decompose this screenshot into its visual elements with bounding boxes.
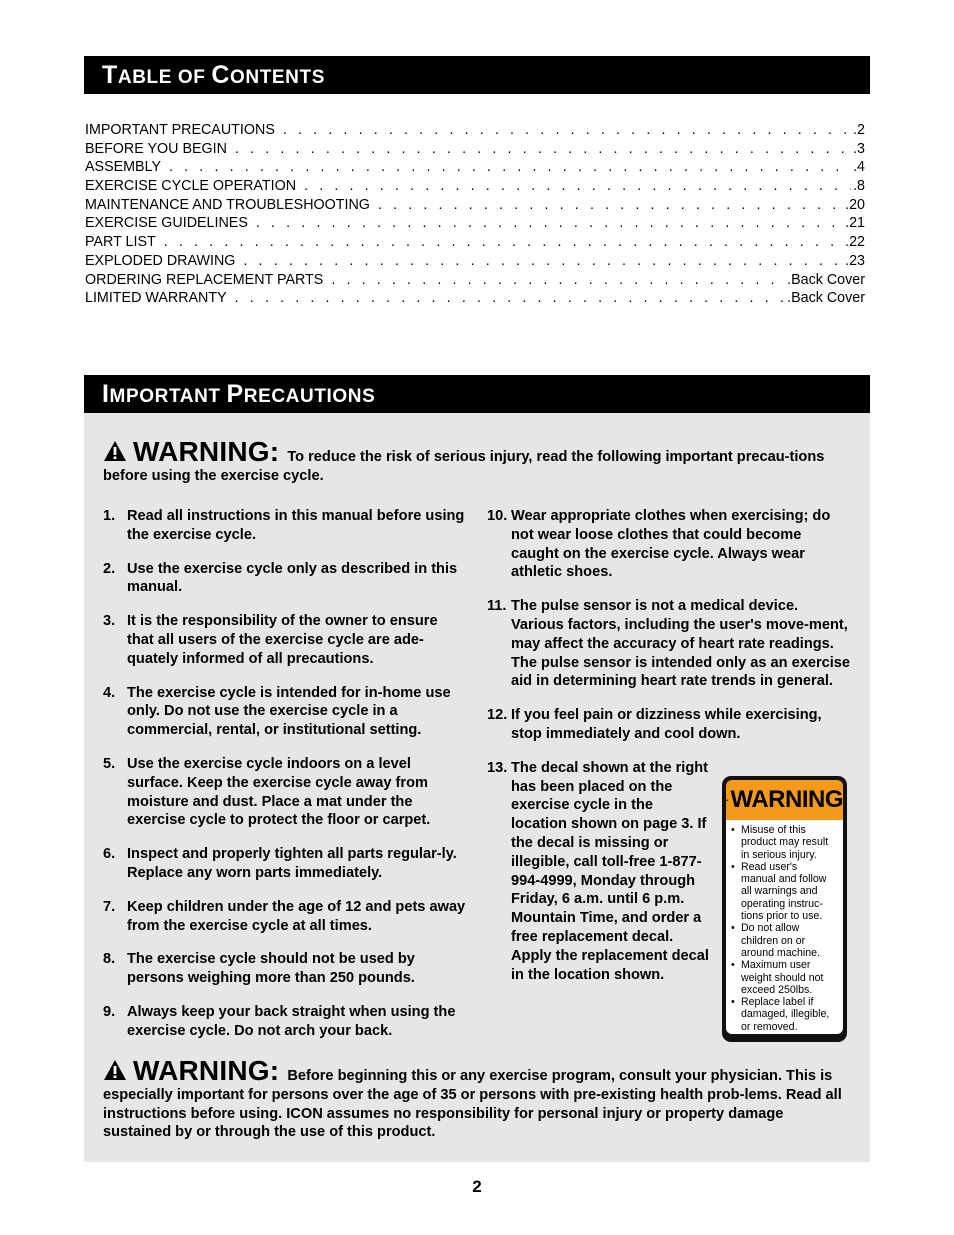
- toc-leader-dots: [331, 272, 785, 288]
- decal-bullet: [731, 885, 741, 897]
- toc-leader-dots: [243, 253, 843, 269]
- decal-line: [731, 1008, 839, 1020]
- decal-line-text: damaged, illegible,: [741, 1008, 830, 1021]
- decal-bullet: •: [731, 959, 735, 972]
- decal-line-text: exceed 250lbs.: [741, 983, 813, 996]
- precaution-item: [103, 560, 468, 598]
- precaution-text: Use the exercise cycle indoors on a level surface. Keep the exercise cycle away from moisture and dust. Place a mat under the exercise cycle to protect the floor or carpet.: [127, 755, 431, 829]
- precaution-text: Always keep your back straight when using the exercise cycle. Do not arch your back.: [127, 1003, 456, 1039]
- page-number: 2: [472, 1177, 482, 1196]
- precaution-item: [103, 755, 468, 830]
- toc-entry-page: .22: [845, 234, 865, 251]
- toc-entry: [85, 272, 865, 291]
- precautions-heading: [84, 375, 870, 413]
- warning-label: WARNING:: [133, 1055, 280, 1086]
- precaution-text: Use the exercise cycle only as described in this manual.: [127, 560, 458, 596]
- toc-leader-dots: [169, 159, 851, 175]
- precaution-item: [487, 706, 852, 744]
- decal-line: [731, 849, 839, 861]
- decal-line: [731, 959, 839, 971]
- decal-header: [726, 780, 843, 820]
- decal-bullet: •: [731, 824, 735, 836]
- precaution-text: It is the responsibility of the owner to ensure that all users of the exercise cycle are ade-quately informed of all precautions.: [127, 613, 438, 667]
- precautions-heading-initial: I: [102, 380, 110, 408]
- decal-line-text: or removed.: [741, 1020, 798, 1033]
- precaution-number: 9.: [103, 1003, 116, 1020]
- decal-line-text: operating instruc-: [741, 897, 823, 910]
- decal-bullet: •: [731, 996, 735, 1009]
- toc-entry-page: .21: [845, 215, 865, 232]
- decal-line-text: children on or: [741, 934, 806, 947]
- precaution-text: The decal shown at the right has been placed on the exercise cycle in the location shown on page 3. If the decal is missing or illegible, call toll-free 1-877-994-4999, Monday through Friday, 6 a.m. until 6 p.m. Mountain Time, and order a free replacement decal. Apply the replacement decal in the location shown.: [511, 759, 709, 983]
- precaution-text: The exercise cycle is intended for in-home use only. Do not use the exercise cycle in a commercial, rental, or institutional setting.: [127, 684, 451, 739]
- toc-entry: [85, 234, 865, 253]
- warning-label: WARNING:: [133, 436, 280, 467]
- toc-entry: [85, 159, 865, 178]
- warning-triangle-icon: [103, 1059, 127, 1081]
- decal-line: [731, 947, 839, 959]
- precaution-number: 11.: [487, 598, 507, 615]
- precaution-text: Inspect and properly tighten all parts regular-ly. Replace any worn parts immediately.: [127, 846, 457, 881]
- toc-leader-dots: [378, 197, 843, 213]
- toc-entry-title: ASSEMBLY: [85, 159, 162, 176]
- decal-bullet: [731, 910, 741, 922]
- toc-entry: [85, 290, 865, 309]
- decal-line-text: Maximum user: [741, 959, 811, 972]
- toc-heading-part2: ONTENTS: [230, 67, 325, 88]
- decal-bullet: [731, 1021, 741, 1033]
- precaution-text: Keep children under the age of 12 and pets away from the exercise cycle at all times.: [127, 898, 466, 934]
- warning-text: To reduce the risk of serious injury, read the following important precau-tions before using the exercise cycle.: [103, 449, 825, 484]
- decal-bullet: [731, 1008, 741, 1020]
- toc-heading-initial2: C: [211, 61, 230, 89]
- precaution-number: 12.: [487, 707, 508, 724]
- decal-bullet: [731, 836, 741, 848]
- toc-entry-page: .23: [845, 252, 865, 269]
- toc-entry-title: EXERCISE CYCLE OPERATION: [85, 178, 297, 195]
- decal-bullet: •: [731, 922, 735, 935]
- decal-line-text: Do not allow: [741, 922, 800, 935]
- decal-bullet: [731, 873, 741, 885]
- precautions-heading-part2: RECAUTIONS: [243, 386, 376, 407]
- precaution-number: 8.: [103, 951, 116, 968]
- toc-entry-title: PART LIST: [85, 234, 156, 251]
- precaution-text: The pulse sensor is not a medical device. Various factors, including the user's move-ment, may affect the accuracy of heart rate readings. The pulse sensor is intended only as an exercise aid in determining heart rate trends in general.: [511, 598, 851, 690]
- toc-entry-title: IMPORTANT PRECAUTIONS: [85, 122, 275, 138]
- toc-entry-title: ORDERING REPLACEMENT PARTS: [85, 271, 324, 288]
- toc-entry-page: .Back Cover: [787, 290, 865, 307]
- precautions-heading-initial2: P: [226, 380, 244, 408]
- toc-entry-title: EXPLODED DRAWING: [85, 252, 236, 269]
- decal-line-text: weight should not: [741, 971, 824, 984]
- precaution-number: 7.: [103, 898, 116, 915]
- toc-leader-dots: [235, 141, 851, 157]
- precaution-item: [103, 950, 468, 988]
- decal-line: [731, 910, 839, 922]
- decal-line: [731, 898, 839, 910]
- precaution-text: The exercise cycle should not be used by persons weighing more than 250 pounds.: [127, 951, 415, 987]
- toc-entry: [85, 253, 865, 272]
- toc-leader-dots: [235, 290, 785, 306]
- precaution-text: Wear appropriate clothes when exercising; do not wear loose clothes that could become caught on the exercise cycle. Always wear athletic shoes.: [511, 508, 831, 581]
- precaution-item: [103, 1003, 468, 1041]
- warning-text: Before beginning this or any exercise program, consult your physician. This is especially important for persons over the age of 35 or persons with pre-existing health prob-lems. Read all instructions before using. ICON assumes no responsibility for personal injury or property damage sustained by or through the use of this product.: [103, 1068, 842, 1141]
- precaution-text: Read all instructions in this manual before using the exercise cycle.: [127, 508, 465, 543]
- toc-entry-page: .3: [853, 140, 865, 157]
- precaution-item: [103, 507, 468, 545]
- decal-body: [726, 820, 843, 1034]
- decal-line-text: all warnings and: [741, 885, 818, 898]
- toc-leader-dots: [283, 122, 851, 138]
- decal-line-text: in serious injury.: [741, 848, 817, 861]
- precaution-number: 13.: [487, 759, 508, 776]
- toc-entry: [85, 215, 865, 234]
- decal-line: [731, 885, 839, 897]
- precaution-number: 2.: [103, 560, 116, 577]
- toc-entry-page: .20: [845, 196, 865, 213]
- precaution-number: 10.: [487, 508, 508, 524]
- decal-line-text: product may result: [741, 836, 829, 849]
- toc-leader-dots: [164, 234, 843, 250]
- precautions-heading-part: MPORTANT: [109, 386, 227, 407]
- precaution-number: 5.: [103, 755, 116, 772]
- toc-entry-title: EXERCISE GUIDELINES: [85, 215, 248, 232]
- decal-line-text: around machine.: [741, 946, 820, 959]
- decal-line-text: manual and follow: [741, 873, 827, 886]
- decal-line: [731, 972, 839, 984]
- warning-notice-top: [103, 436, 853, 486]
- decal-bullet: [731, 947, 741, 959]
- decal-line: [731, 984, 839, 996]
- toc-entry-page: .2: [853, 122, 865, 138]
- decal-line-text: Replace label if: [741, 996, 814, 1009]
- decal-line: [731, 861, 839, 873]
- precaution-item: [103, 898, 468, 936]
- precaution-item: [103, 845, 468, 883]
- decal-line-text: tions prior to use.: [741, 910, 823, 923]
- toc-heading-part: ABLE OF: [117, 67, 212, 88]
- toc-heading: [84, 56, 870, 94]
- decal-bullet: [731, 898, 741, 910]
- toc-heading-initial: T: [102, 61, 118, 89]
- precaution-item: [103, 684, 468, 740]
- warning-decal: [722, 776, 847, 1042]
- warning-notice-bottom: [103, 1055, 853, 1142]
- decal-line: [731, 836, 839, 848]
- warning-triangle-icon: [103, 440, 127, 462]
- decal-bullet: [731, 984, 741, 996]
- precaution-number: 3.: [103, 613, 116, 630]
- precaution-number: 4.: [103, 684, 116, 701]
- decal-line: [731, 1021, 839, 1033]
- toc-entry-page: .4: [853, 159, 865, 176]
- precaution-item: [487, 507, 852, 582]
- decal-line-text: Misuse of this: [741, 824, 806, 836]
- toc-entry-title: LIMITED WARRANTY: [85, 290, 227, 307]
- precaution-item: [103, 612, 468, 668]
- toc-entry: [85, 178, 865, 197]
- toc-entry: [85, 122, 865, 141]
- toc-entry-title: MAINTENANCE AND TROUBLESHOOTING: [85, 196, 370, 213]
- decal-bullet: [731, 935, 741, 947]
- precaution-number: 6.: [103, 846, 116, 863]
- decal-header-text: WARNING: [730, 786, 843, 813]
- decal-bullet: [731, 972, 741, 984]
- toc-entry: [85, 197, 865, 216]
- toc-entry-title: BEFORE YOU BEGIN: [85, 140, 227, 157]
- precaution-item: [487, 597, 852, 691]
- warning-triangle-icon: [726, 788, 729, 812]
- decal-line: [731, 922, 839, 934]
- toc-entry: [85, 141, 865, 160]
- toc-leader-dots: [304, 178, 851, 194]
- toc-leader-dots: [256, 215, 843, 231]
- decal-bullet: •: [731, 860, 735, 873]
- decal-line: [731, 935, 839, 947]
- precautions-list-left: [103, 507, 468, 1056]
- decal-line: [731, 824, 839, 836]
- decal-bullet: [731, 849, 741, 861]
- precaution-number: 1.: [103, 508, 116, 524]
- precaution-text: If you feel pain or dizziness while exercising, stop immediately and cool down.: [511, 707, 822, 742]
- decal-line-text: Read user's: [741, 860, 798, 873]
- decal-line: [731, 873, 839, 885]
- toc-list: [85, 122, 865, 309]
- toc-entry-page: .Back Cover: [787, 271, 865, 288]
- toc-entry-page: .8: [853, 178, 865, 195]
- decal-line: [731, 996, 839, 1008]
